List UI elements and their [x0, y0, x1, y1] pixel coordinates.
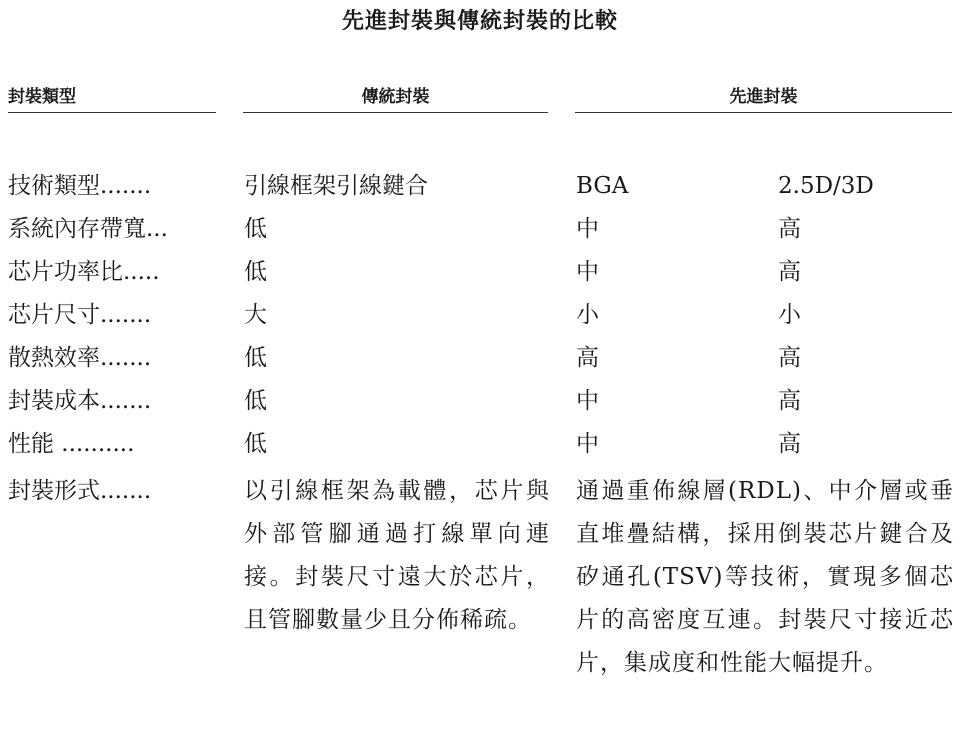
traditional-value: 低 [244, 345, 267, 371]
row-label: 封裝形式....... [8, 478, 152, 504]
row-label: 散熱效率....... [8, 345, 152, 371]
advanced-3d-value: 高 [778, 388, 801, 414]
traditional-value: 低 [244, 216, 267, 242]
table-row [0, 298, 960, 341]
advanced-3d-value: 2.5D/3D [778, 173, 874, 199]
advanced-3d-value: 高 [778, 259, 801, 285]
advanced-bga-value: 中 [576, 388, 599, 414]
row-label: 封裝成本....... [8, 388, 152, 414]
page-title: 先進封裝與傳統封裝的比較 [341, 9, 618, 34]
advanced-3d-value: 高 [778, 431, 801, 457]
row-label: 芯片尺寸....... [8, 302, 152, 328]
traditional-description: 以引線框架為載體，芯片與外部管腳通過打線單向連接。封裝尺寸遠大於芯片，且管腳數量少且分佈稀疏。 [244, 478, 550, 633]
traditional-value: 低 [244, 431, 267, 457]
traditional-value: 引線框架引線鍵合 [244, 173, 428, 199]
table-row [0, 169, 960, 212]
advanced-3d-value: 小 [778, 302, 801, 328]
row-label: 系統內存帶寬... [8, 216, 168, 242]
table-row-package-form [0, 470, 960, 730]
traditional-value: 低 [244, 388, 267, 414]
advanced-description: 通過重佈線層(RDL)、中介層或垂直堆疊結構，採用倒裝芯片鍵合及矽通孔(TSV)等技術，實現多個芯片的高密度互連。封裝尺寸接近芯片，集成度和性能大幅提升。 [576, 478, 954, 676]
column-header-advanced: 先進封裝 [575, 82, 952, 113]
traditional-value: 大 [244, 302, 267, 328]
advanced-bga-value: 中 [576, 216, 599, 242]
traditional-value: 低 [244, 259, 267, 285]
comparison-table [0, 169, 960, 730]
advanced-bga-value: BGA [576, 173, 629, 199]
advanced-3d-value: 高 [778, 216, 801, 242]
table-row [0, 255, 960, 298]
table-row [0, 212, 960, 255]
column-header-traditional: 傳統封裝 [243, 82, 548, 113]
advanced-bga-value: 中 [576, 259, 599, 285]
table-row [0, 427, 960, 470]
table-row [0, 341, 960, 384]
row-label: 性能 .......... [8, 431, 135, 457]
advanced-3d-value: 高 [778, 345, 801, 371]
table-row [0, 384, 960, 427]
advanced-bga-value: 高 [576, 345, 599, 371]
row-label: 芯片功率比..... [8, 259, 160, 285]
column-header-type: 封裝類型 [8, 82, 216, 113]
row-label: 技術類型....... [8, 173, 152, 199]
advanced-bga-value: 小 [576, 302, 599, 328]
advanced-bga-value: 中 [576, 431, 599, 457]
